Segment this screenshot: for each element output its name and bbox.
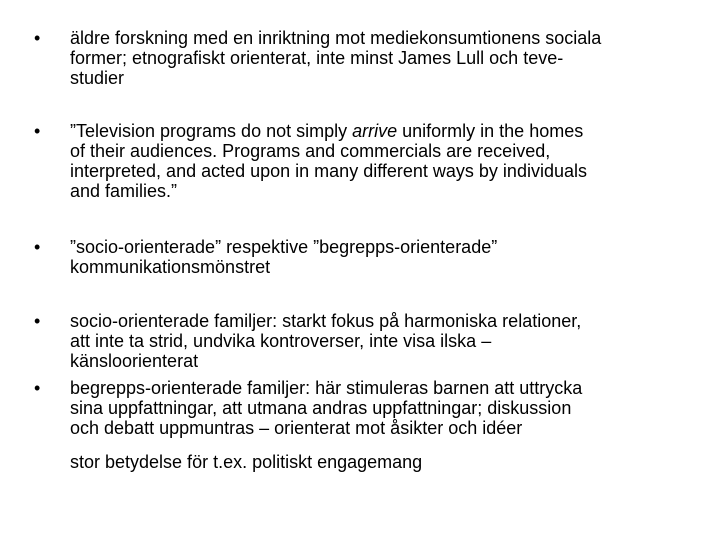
bullet-line: begrepps-orienterade familjer: här stimuleras barnen att uttrycka <box>70 378 583 398</box>
bullet-line: studier <box>70 68 125 88</box>
bullet-line: kommunikationsmönstret <box>70 257 271 277</box>
bullet-line: of their audiences. Programs and commercials are received, <box>70 141 551 161</box>
bullet-icon: • <box>34 378 41 398</box>
bullet-line: och debatt uppmuntras – orienterat mot åsikter och idéer <box>70 418 523 438</box>
bullet-line: att inte ta strid, undvika kontroverser, inte visa ilska – <box>70 331 492 351</box>
bullet-line: äldre forskning med en inriktning mot mediekonsumtionens sociala <box>70 28 602 48</box>
bullet-line <box>70 121 690 141</box>
bullet-line: interpreted, and acted upon in many different ways by individuals <box>70 161 587 181</box>
quote-line-end: uniformly in the homes <box>397 121 584 141</box>
bullet-text <box>70 378 690 438</box>
quote-emphasis: arrive <box>352 121 398 141</box>
bullet-line: socio-orienterade familjer: starkt fokus på harmoniska relationer, <box>70 311 582 331</box>
bullet-text <box>70 121 690 201</box>
continuation-line: stor betydelse för t.ex. politiskt engagemang <box>70 452 423 472</box>
bullet-icon: • <box>34 311 41 331</box>
bullet-icon: • <box>34 237 41 257</box>
bullet-line: and families.” <box>70 181 178 201</box>
bullet-line: känsloorienterat <box>70 351 199 371</box>
bullet-text <box>70 237 690 277</box>
quote-line-start: ”Television programs do not simply <box>70 121 353 141</box>
bullet-line: former; etnografiskt orienterat, inte minst James Lull och teve- <box>70 48 564 68</box>
bullet-line: ”socio-orienterade” respektive ”begrepps-orienterade” <box>70 237 498 257</box>
bullet-icon: • <box>34 28 41 48</box>
bullet-text <box>70 28 690 88</box>
bullet-icon: • <box>34 121 41 141</box>
bullet-line: sina uppfattningar, att utmana andras uppfattningar; diskussion <box>70 398 572 418</box>
bullet-text <box>70 311 690 371</box>
